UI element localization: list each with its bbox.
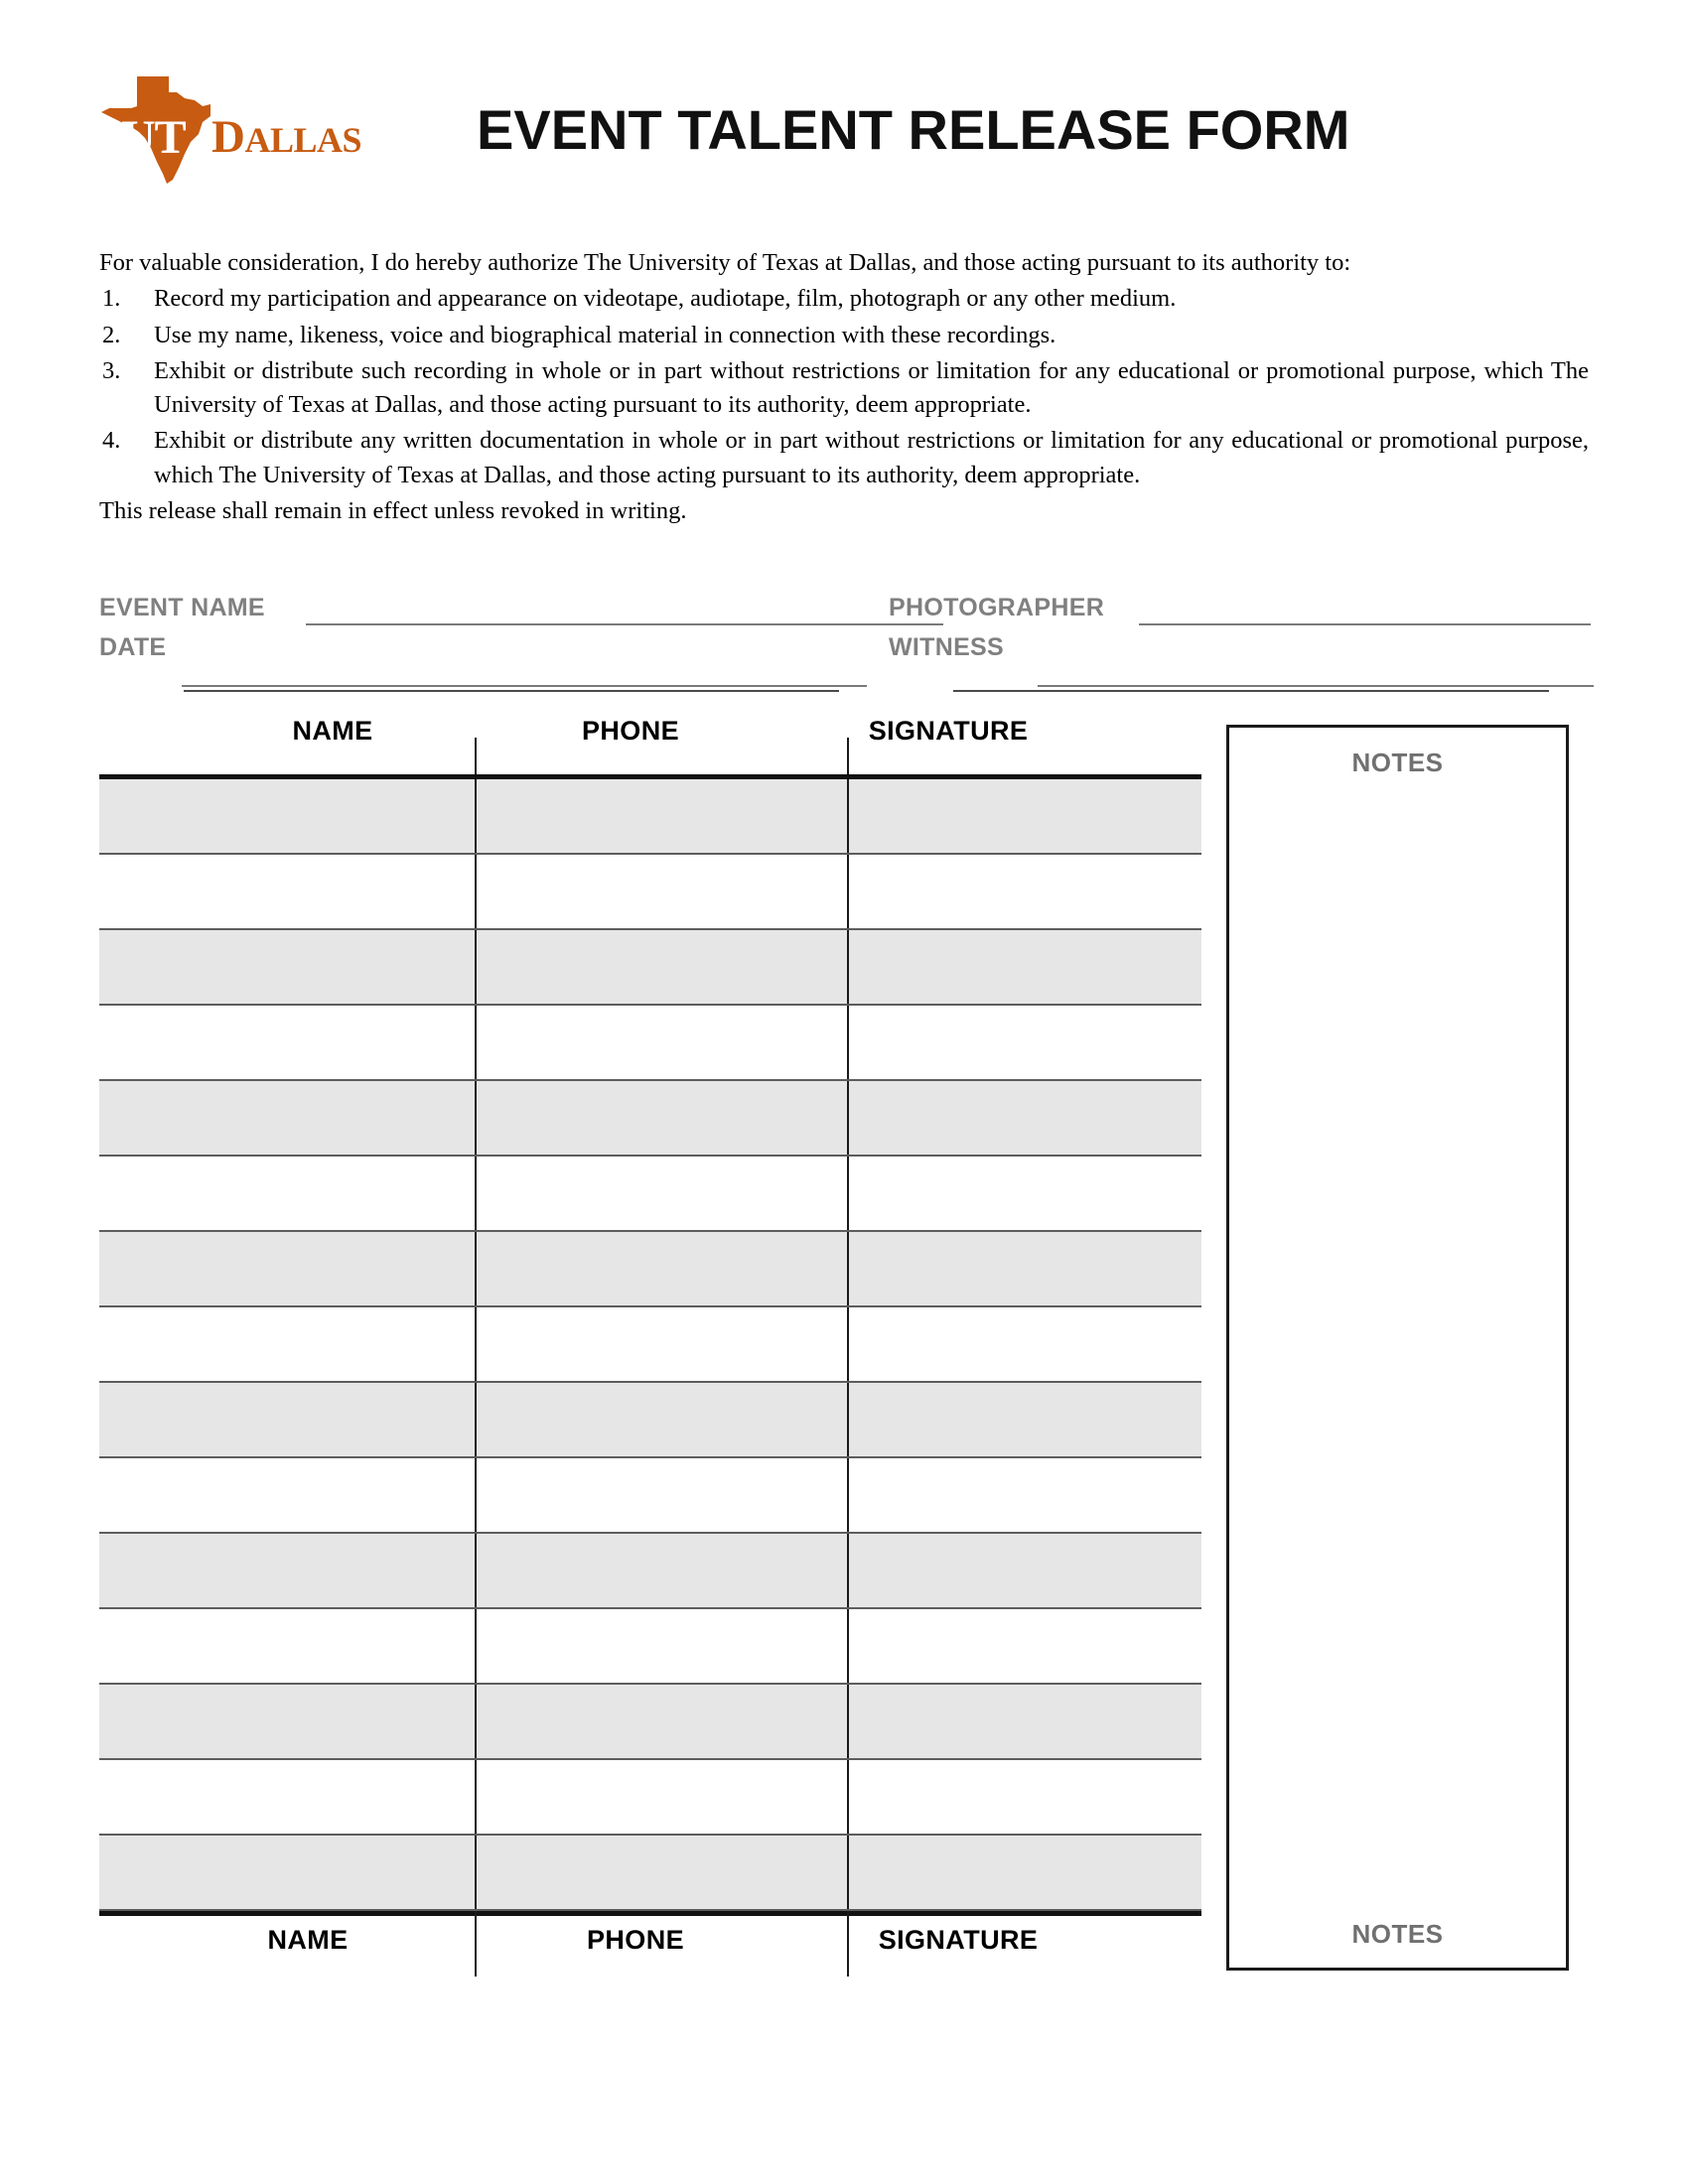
cell-phone[interactable] bbox=[475, 1760, 847, 1834]
notes-panel[interactable] bbox=[1226, 725, 1569, 1971]
cell-phone[interactable] bbox=[475, 1307, 847, 1381]
cell-phone[interactable] bbox=[475, 930, 847, 1004]
cell-name[interactable] bbox=[99, 930, 475, 1004]
cell-name[interactable] bbox=[99, 1006, 475, 1079]
table-row[interactable] bbox=[99, 1534, 1201, 1609]
cell-phone[interactable] bbox=[475, 1081, 847, 1155]
page-title: EVENT TALENT RELEASE FORM bbox=[477, 97, 1350, 161]
event-name-label: EVENT NAME bbox=[99, 594, 265, 621]
clause-text: Use my name, likeness, voice and biographical material in connection with these recordings. bbox=[154, 321, 1056, 348]
cell-name[interactable] bbox=[99, 1760, 475, 1834]
cell-name[interactable] bbox=[99, 1232, 475, 1305]
cell-phone[interactable] bbox=[475, 1006, 847, 1079]
cell-signature[interactable] bbox=[847, 1081, 1199, 1155]
cell-name[interactable] bbox=[99, 855, 475, 928]
cell-signature[interactable] bbox=[847, 1383, 1199, 1456]
photographer-label: PHOTOGRAPHER bbox=[889, 594, 1105, 621]
cell-phone[interactable] bbox=[475, 1383, 847, 1456]
cell-signature[interactable] bbox=[847, 1157, 1199, 1230]
table-row[interactable] bbox=[99, 1836, 1201, 1911]
table-row[interactable] bbox=[99, 1685, 1201, 1760]
clause-list bbox=[99, 282, 1589, 492]
cell-phone[interactable] bbox=[475, 1609, 847, 1683]
logo-ut-text: UT bbox=[121, 111, 186, 164]
cell-name[interactable] bbox=[99, 1307, 475, 1381]
cell-phone[interactable] bbox=[475, 1836, 847, 1909]
cell-signature[interactable] bbox=[847, 1760, 1199, 1834]
cell-name[interactable] bbox=[99, 1609, 475, 1683]
cell-signature[interactable] bbox=[847, 1534, 1199, 1607]
clause-text: Exhibit or distribute any written documentation in whole or in part without restrictions or limitation for any educational or promotional purpose, which The University of Texas at Dallas, and those acting pursuant to its authority, deem appropriate. bbox=[154, 427, 1589, 488]
table-row[interactable] bbox=[99, 1157, 1201, 1232]
cell-name[interactable] bbox=[99, 1081, 475, 1155]
clause-item bbox=[99, 424, 1589, 492]
column-header-signature: SIGNATURE bbox=[868, 716, 1029, 746]
date-label: DATE bbox=[99, 633, 167, 661]
column-divider bbox=[475, 1911, 477, 1977]
footer-label-name: NAME bbox=[267, 1925, 349, 1955]
ut-dallas-logo bbox=[99, 74, 417, 184]
clause-text: Record my participation and appearance on videotape, audiotape, film, photograph or any other medium. bbox=[154, 285, 1177, 313]
column-header-phone: PHONE bbox=[581, 716, 680, 746]
column-divider bbox=[475, 738, 477, 779]
cell-phone[interactable] bbox=[475, 855, 847, 928]
footer-label-signature: SIGNATURE bbox=[878, 1925, 1039, 1955]
header-rule-left bbox=[184, 690, 839, 692]
cell-signature[interactable] bbox=[847, 1685, 1199, 1758]
witness-input[interactable] bbox=[1038, 685, 1594, 687]
column-header-name: NAME bbox=[292, 716, 373, 746]
table-row[interactable] bbox=[99, 1232, 1201, 1307]
signup-table bbox=[99, 690, 1589, 1977]
witness-label: WITNESS bbox=[889, 633, 1004, 661]
cell-phone[interactable] bbox=[475, 1458, 847, 1532]
cell-name[interactable] bbox=[99, 1157, 475, 1230]
clause-item bbox=[99, 282, 1589, 316]
cell-phone[interactable] bbox=[475, 779, 847, 853]
page-header bbox=[99, 74, 1589, 184]
table-row[interactable] bbox=[99, 1609, 1201, 1685]
cell-signature[interactable] bbox=[847, 1307, 1199, 1381]
table-row[interactable] bbox=[99, 1307, 1201, 1383]
cell-name[interactable] bbox=[99, 1383, 475, 1456]
form-fields bbox=[99, 594, 1589, 698]
cell-name[interactable] bbox=[99, 1534, 475, 1607]
table-row[interactable] bbox=[99, 1760, 1201, 1836]
column-divider bbox=[847, 738, 849, 779]
cell-signature[interactable] bbox=[847, 1458, 1199, 1532]
cell-name[interactable] bbox=[99, 1685, 475, 1758]
clause-number: 1. bbox=[102, 285, 121, 313]
cell-signature[interactable] bbox=[847, 1609, 1199, 1683]
table-row[interactable] bbox=[99, 1383, 1201, 1458]
cell-name[interactable] bbox=[99, 779, 475, 853]
cell-signature[interactable] bbox=[847, 1006, 1199, 1079]
cell-phone[interactable] bbox=[475, 1232, 847, 1305]
cell-signature[interactable] bbox=[847, 930, 1199, 1004]
table-row[interactable] bbox=[99, 779, 1201, 855]
cell-phone[interactable] bbox=[475, 1685, 847, 1758]
footer-label-phone: PHONE bbox=[586, 1925, 685, 1955]
table-row[interactable] bbox=[99, 1006, 1201, 1081]
table-row[interactable] bbox=[99, 930, 1201, 1006]
clause-text: Exhibit or distribute such recording in whole or in part without restrictions or limitation for any educational or promotional purpose, which The University of Texas at Dallas, and those acting pursuant to its authority, deem appropriate. bbox=[154, 356, 1589, 419]
table-body bbox=[99, 774, 1201, 1911]
logo-dallas-text: DALLAS bbox=[211, 111, 361, 163]
clause-number: 2. bbox=[102, 321, 121, 348]
table-row[interactable] bbox=[99, 1081, 1201, 1157]
cell-phone[interactable] bbox=[475, 1534, 847, 1607]
table-row[interactable] bbox=[99, 855, 1201, 930]
clause-number: 3. bbox=[102, 356, 121, 384]
clause-item bbox=[99, 319, 1589, 352]
table-row[interactable] bbox=[99, 1458, 1201, 1534]
date-input[interactable] bbox=[182, 685, 867, 687]
cell-signature[interactable] bbox=[847, 1232, 1199, 1305]
cell-phone[interactable] bbox=[475, 1157, 847, 1230]
event-name-input[interactable] bbox=[306, 623, 943, 625]
clause-number: 4. bbox=[102, 427, 121, 455]
cell-signature[interactable] bbox=[847, 855, 1199, 928]
notes-footer-label: NOTES bbox=[1351, 1919, 1444, 1949]
intro-closing-sentence: This release shall remain in effect unless revoked in writing. bbox=[99, 497, 687, 525]
header-rule-right bbox=[953, 690, 1549, 692]
cell-signature[interactable] bbox=[847, 779, 1199, 853]
release-text-block bbox=[99, 246, 1589, 528]
table-footer-row bbox=[99, 1911, 1201, 1977]
photographer-input[interactable] bbox=[1139, 623, 1591, 625]
notes-header-label: NOTES bbox=[1351, 748, 1444, 777]
cell-name[interactable] bbox=[99, 1458, 475, 1532]
cell-name[interactable] bbox=[99, 1836, 475, 1909]
intro-lead-paragraph: For valuable consideration, I do hereby authorize The University of Texas at Dallas, and those acting pursuant to its authority to: bbox=[99, 249, 1351, 276]
cell-signature[interactable] bbox=[847, 1836, 1199, 1909]
clause-item bbox=[99, 354, 1589, 423]
